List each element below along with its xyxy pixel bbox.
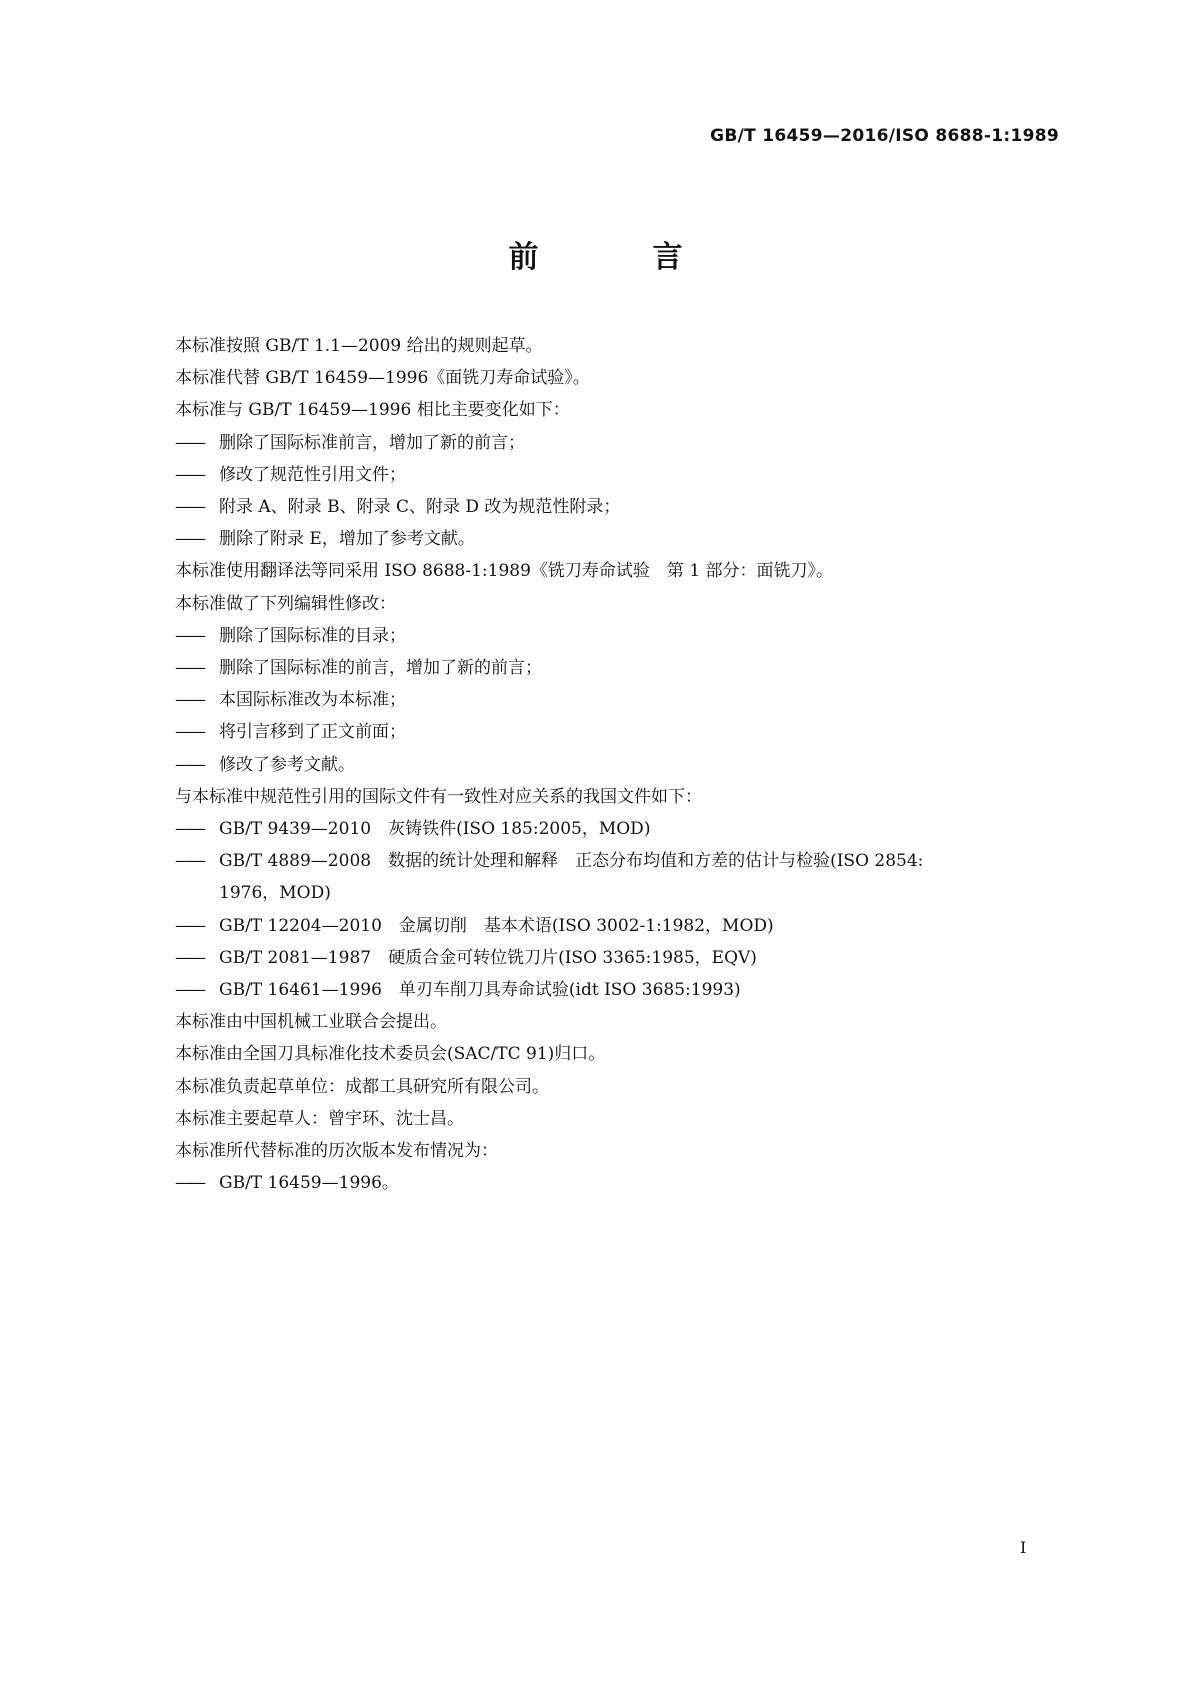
line-text: 与本标准中规范性引用的国际文件有一致性对应关系的我国文件如下： <box>175 786 702 807</box>
em-dash-bullet <box>175 974 219 1006</box>
line-text: 本国际标准改为本标准； <box>219 690 406 711</box>
em-dash-bullet <box>175 1167 219 1199</box>
line-text: GB/T 12204—2010 金属切削 基本术语(ISO 3002-1:1982，MOD) <box>219 915 774 936</box>
em-dash-bullet <box>175 620 219 652</box>
page-title: 前 言 <box>508 240 725 275</box>
paragraph-line <box>175 1006 1055 1038</box>
line-text: 本标准由全国刀具标准化技术委员会(SAC/TC 91)归口。 <box>175 1044 606 1065</box>
list-item <box>175 845 1055 877</box>
line-text: 本标准做了下列编辑性修改： <box>175 593 396 614</box>
line-text: GB/T 16461—1996 单刃车削刀具寿命试验(idt ISO 3685:1993) <box>219 980 741 1001</box>
line-text: GB/T 4889—2008 数据的统计处理和解释 正态分布均值和方差的估计与检验(ISO 2854: <box>219 851 924 872</box>
paragraph-line <box>175 1038 1055 1070</box>
line-text: 本标准所代替标准的历次版本发布情况为： <box>175 1141 498 1162</box>
standard-number-header: GB/T 16459—2016/ISO 8688-1:1989 <box>710 126 1059 146</box>
list-item <box>175 684 1055 716</box>
list-item <box>175 974 1055 1006</box>
list-item <box>175 749 1055 781</box>
line-text: GB/T 2081—1987 硬质合金可转位铣刀片(ISO 3365:1985，EQV) <box>219 947 757 968</box>
line-text: 1976，MOD) <box>219 883 331 904</box>
em-dash-bullet <box>175 684 219 716</box>
paragraph-line <box>175 1071 1055 1103</box>
em-dash-bullet <box>175 942 219 974</box>
em-dash-bullet <box>175 910 219 942</box>
line-text: GB/T 16459—1996。 <box>219 1173 399 1194</box>
line-text: 删除了国际标准的目录； <box>219 625 406 646</box>
line-text: 本标准负责起草单位：成都工具研究所有限公司。 <box>175 1076 549 1097</box>
line-text: 本标准由中国机械工业联合会提出。 <box>175 1012 447 1033</box>
paragraph-line <box>175 877 1055 909</box>
list-item <box>175 620 1055 652</box>
list-item <box>175 942 1055 974</box>
em-dash-bullet <box>175 749 219 781</box>
line-text: 修改了规范性引用文件； <box>219 464 406 485</box>
line-text: 删除了国际标准的前言，增加了新的前言； <box>219 658 542 679</box>
list-item <box>175 459 1055 491</box>
line-text: GB/T 9439—2010 灰铸铁件(ISO 185:2005，MOD) <box>219 819 651 840</box>
line-text: 删除了国际标准前言，增加了新的前言； <box>219 432 525 453</box>
list-item <box>175 491 1055 523</box>
list-item <box>175 813 1055 845</box>
list-item <box>175 910 1055 942</box>
line-text: 本标准主要起草人：曾宇环、沈士昌。 <box>175 1108 464 1129</box>
paragraph-line <box>175 394 1055 426</box>
em-dash-bullet <box>175 523 219 555</box>
list-item <box>175 523 1055 555</box>
paragraph-line <box>175 1103 1055 1135</box>
paragraph-line <box>175 362 1055 394</box>
page-number: I <box>1020 1538 1027 1557</box>
em-dash-bullet <box>175 845 219 877</box>
list-item <box>175 652 1055 684</box>
line-text: 本标准使用翻译法等同采用 ISO 8688-1:1989《铣刀寿命试验 第 1 部分：面铣刀》。 <box>175 561 834 582</box>
em-dash-bullet <box>175 459 219 491</box>
list-item <box>175 716 1055 748</box>
paragraph-line <box>175 781 1055 813</box>
em-dash-bullet <box>175 491 219 523</box>
em-dash-bullet <box>175 652 219 684</box>
paragraph-line <box>175 1135 1055 1167</box>
line-text: 附录 A、附录 B、附录 C、附录 D 改为规范性附录； <box>219 497 621 518</box>
paragraph-line <box>175 588 1055 620</box>
em-dash-bullet <box>175 427 219 459</box>
line-text: 将引言移到了正文前面； <box>219 722 406 743</box>
line-text: 本标准代替 GB/T 16459—1996《面铣刀寿命试验》。 <box>175 368 590 389</box>
list-item <box>175 1167 1055 1199</box>
em-dash-bullet <box>175 716 219 748</box>
foreword-body <box>175 330 1055 1199</box>
list-item <box>175 427 1055 459</box>
line-text: 修改了参考文献。 <box>219 754 355 775</box>
paragraph-line <box>175 555 1055 587</box>
em-dash-bullet <box>175 813 219 845</box>
line-text: 本标准与 GB/T 16459—1996 相比主要变化如下： <box>175 400 570 421</box>
paragraph-line <box>175 330 1055 362</box>
line-text: 本标准按照 GB/T 1.1—2009 给出的规则起草。 <box>175 336 543 356</box>
line-text: 删除了附录 E，增加了参考文献。 <box>219 529 475 550</box>
